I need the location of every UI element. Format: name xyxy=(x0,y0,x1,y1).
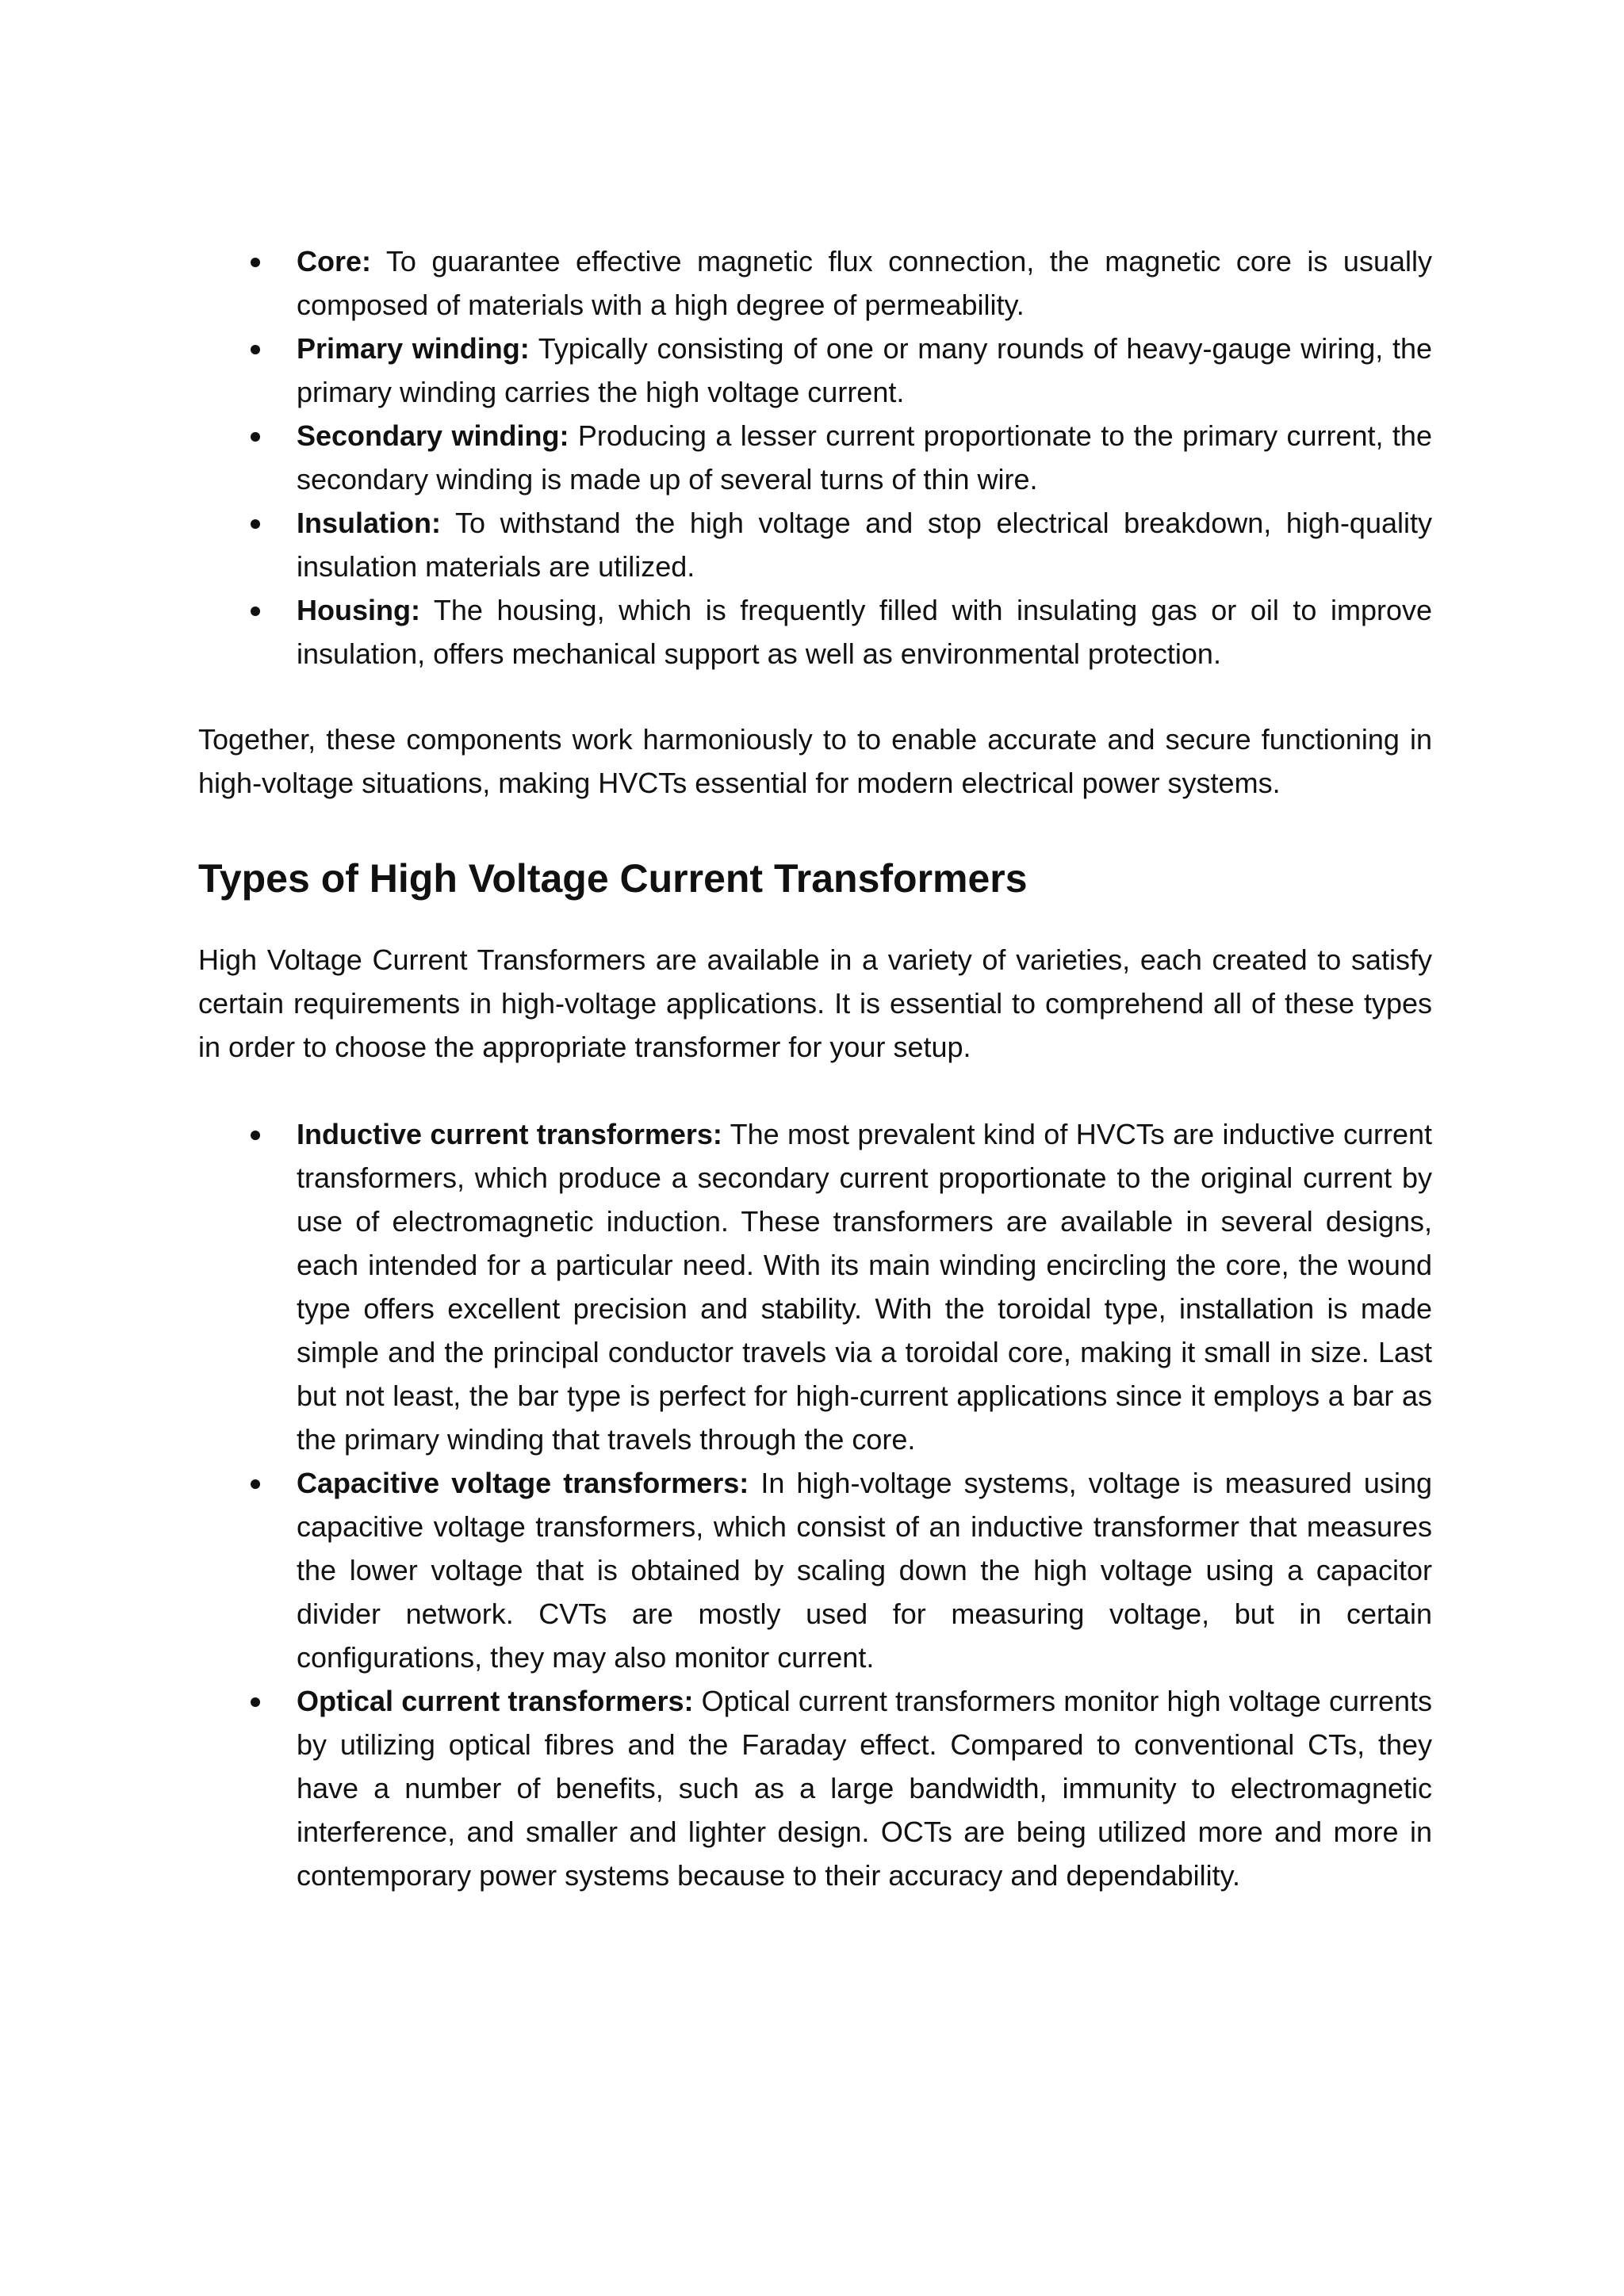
list-item xyxy=(198,414,1432,501)
components-list xyxy=(198,239,1432,675)
bullet-icon xyxy=(251,432,260,442)
list-item-text: To withstand the high voltage and stop electrical breakdown, high-quality insulation materials are utilized. xyxy=(297,507,1432,583)
list-item-text: Typically consisting of one or many rounds of heavy-gauge wiring, the primary winding carries the high voltage current. xyxy=(297,332,1432,408)
list-item xyxy=(198,1461,1432,1679)
list-item-text: To guarantee effective magnetic flux connection, the magnetic core is usually composed of materials with a high degree of permeability. xyxy=(297,245,1432,321)
list-item xyxy=(198,501,1432,588)
list-item xyxy=(198,588,1432,675)
bullet-icon xyxy=(251,1479,260,1489)
document-page xyxy=(198,239,1432,1897)
list-item-text: In high-voltage systems, voltage is measured using capacitive voltage transformers, which consist of an inductive transformer that measures the lower voltage that is obtained by scaling down the high voltage using a capacitor divider network. CVTs are mostly used for measuring voltage, but in certain configurations, they may also monitor current. xyxy=(297,1467,1432,1674)
list-item-term: Secondary winding: xyxy=(297,419,569,452)
list-item-text: Producing a lesser current proportionate to the primary current, the secondary winding is made up of several turns of thin wire. xyxy=(297,419,1432,496)
list-item-term: Capacitive voltage transformers: xyxy=(297,1467,749,1499)
list-item xyxy=(198,1112,1432,1461)
intro-paragraph: High Voltage Current Transformers are available in a variety of varieties, each created to satisfy certain requirements in high-voltage applications. It is essential to comprehend all of these types in order to choose the appropriate transformer for your setup. xyxy=(198,943,1432,1063)
list-item-text: The housing, which is frequently filled with insulating gas or oil to improve insulation, offers mechanical support as well as environmental protection. xyxy=(297,594,1432,670)
list-item-text: Optical current transformers monitor high voltage currents by utilizing optical fibres and the Faraday effect. Compared to conventional CTs, they have a number of benefits, such as a large bandwidth, immunity to electromagnetic interference, and smaller and lighter design. OCTs are being utilized more and more in contemporary power systems because to their accuracy and dependability. xyxy=(297,1685,1432,1892)
list-item-term: Optical current transformers: xyxy=(297,1685,694,1717)
bullet-icon xyxy=(251,345,260,354)
section-heading: Types of High Voltage Current Transformers xyxy=(198,856,1028,901)
bullet-icon xyxy=(251,1697,260,1707)
list-item-term: Insulation: xyxy=(297,507,441,539)
list-item-term: Core: xyxy=(297,245,372,277)
list-item xyxy=(198,327,1432,414)
list-item-term: Housing: xyxy=(297,594,420,626)
list-item-text: The most prevalent kind of HVCTs are inductive current transformers, which produce a secondary current proportionate to the original current by use of electromagnetic induction. These transformers are available in several designs, each intended for a particular need. With its main winding encircling the core, the wound type offers excellent precision and stability. With the toroidal type, installation is made simple and the principal conductor travels via a toroidal core, making it small in size. Last but not least, the bar type is perfect for high-current applications since it employs a bar as the primary winding that travels through the core. xyxy=(297,1118,1432,1456)
bullet-icon xyxy=(251,1131,260,1140)
list-item xyxy=(198,239,1432,327)
list-item-term: Primary winding: xyxy=(297,332,530,365)
bullet-icon xyxy=(251,519,260,529)
list-item-term: Inductive current transformers: xyxy=(297,1118,722,1150)
bullet-icon xyxy=(251,258,260,267)
bullet-icon xyxy=(251,607,260,616)
types-list xyxy=(198,1112,1432,1897)
summary-paragraph: Together, these components work harmoniously to to enable accurate and secure functioning in high-voltage situations, making HVCTs essential for modern electrical power systems. xyxy=(198,723,1432,799)
list-item xyxy=(198,1679,1432,1897)
